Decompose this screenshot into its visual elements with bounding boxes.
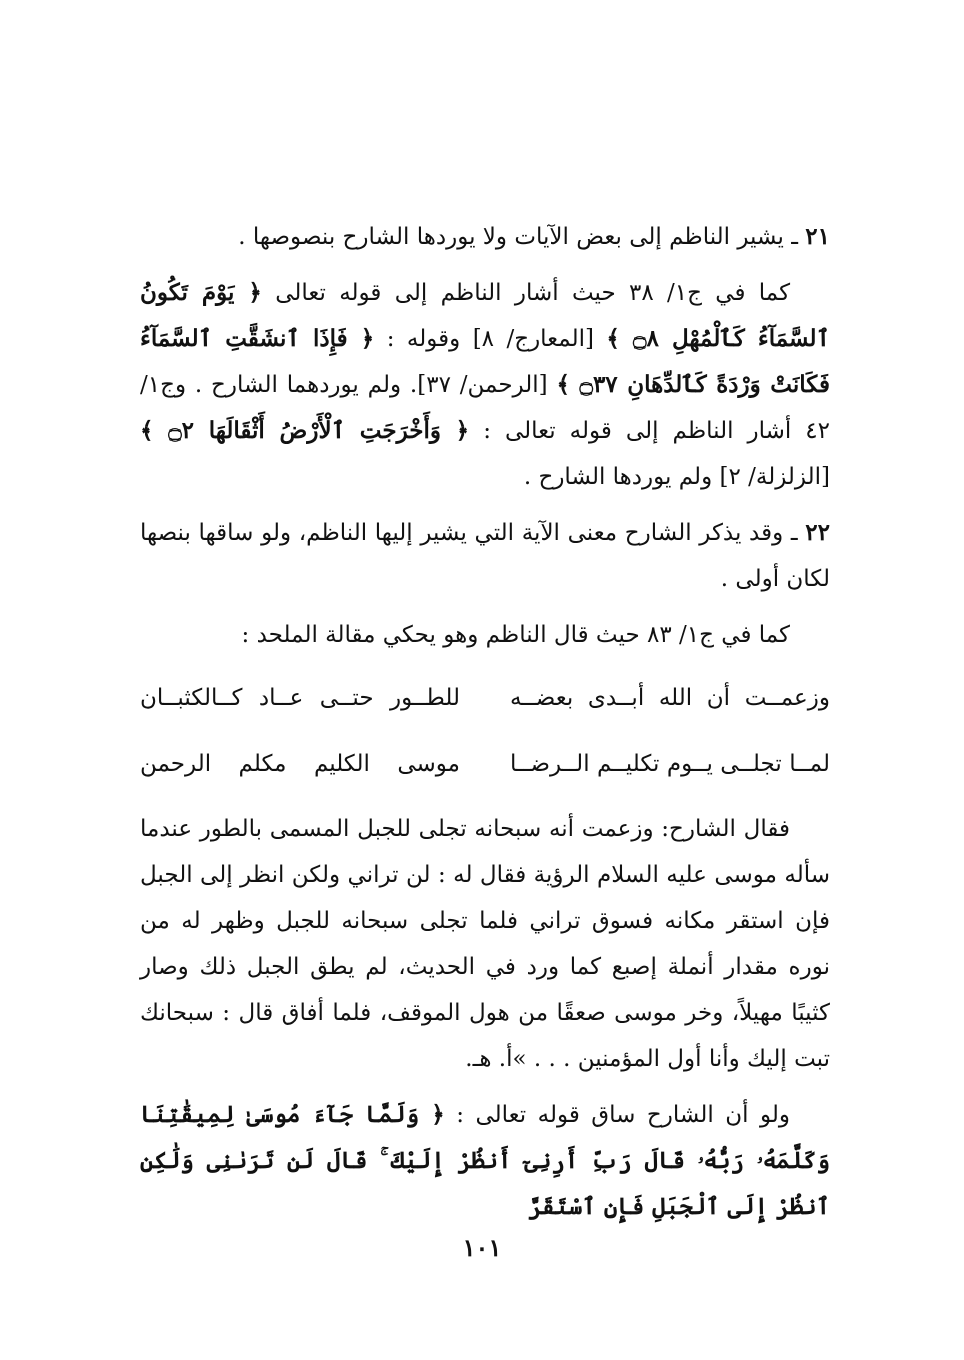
verse-1-first-hemistich: وزعمــت أن الله أبــدى بعضــه	[510, 685, 830, 711]
example-text-1: كما في ج١/ ٣٨ حيث أشار الناظم إلى قوله تعالى	[275, 280, 791, 306]
page-body	[140, 214, 830, 1240]
page-number: ١٠١	[462, 1233, 502, 1262]
paragraph-21-text: ـ يشير الناظم إلى بعض الآيات ولا يوردها الشارح بنصوصها .	[238, 224, 798, 250]
item-number-21: ٢١	[805, 223, 830, 250]
paragraph-22-example	[140, 612, 830, 658]
poetry-verse-1	[140, 674, 830, 722]
commentary-text: فقال الشارح: وزعمت أنه سبحانه تجلى للجبل المسمى بالطور عندما سأله موسى عليه السلام الرؤية فقال له : لن تراني ولكن انظر إلى الجبل فإن استقر مكانه فسوق تراني فلما تجلى سبحانه للجبل وظهر له من نوره مقدار أنملة إصبع كما ورد في الحديث، لم يطق الجبل ذلك وصار كثيبًا مهيلاً، وخر موسى صعقًا من هول الموقف، فلما أفاق قال : سبحانك تبت إليك وأنا أول المؤمنين . . . »أ. هـ.	[140, 816, 830, 1072]
closing-text: ولو أن الشارح ساق قوله تعالى :	[456, 1102, 791, 1128]
quran-verse-2: ﴿ فَإِذَا ٱنشَقَّتِ ٱلسَّمَآءُ فَكَانَتْ وَرْدَةً كَٱلدِّهَانِ ۝٣٧ ﴾	[140, 325, 830, 398]
quran-verse-1: ﴿ يَوْمَ تَكُونُ ٱلسَّمَآءُ كَٱلْمُهْلِ ۝٨ ﴾	[140, 279, 831, 352]
example-text-2: [المعارج/ ٨] وقوله :	[386, 326, 594, 352]
commentary-paragraph	[140, 806, 830, 1082]
quran-verse-3: ﴿ وَأَخْرَجَتِ ٱلْأَرْضُ أَثْقَالَهَا ۝٢ ﴾	[140, 417, 470, 444]
example-text-4: [الزلزلة/ ٢] ولم يوردها الشارح .	[523, 464, 830, 490]
verse-2-second-hemistich: موسى الكليم مكلم الرحمن	[140, 751, 460, 777]
paragraph-21-example	[140, 270, 830, 500]
paragraph-22	[140, 510, 830, 602]
poetry-verse-2	[140, 740, 830, 788]
verse-1-second-hemistich: للطــور حتــى عــاد كــالكثبــان	[140, 685, 460, 711]
item-number-22: ٢٢	[805, 519, 830, 546]
verse-2-first-hemistich: لمــا تجلــى يــوم تكليــم الــرضــا	[510, 751, 830, 777]
paragraph-21	[140, 214, 830, 260]
closing-paragraph	[140, 1092, 830, 1230]
paragraph-22-text: ـ وقد يذكر الشارح معنى الآية التي يشير إليها الناظم، ولو ساقها بنصها لكان أولى .	[140, 520, 830, 592]
example-text-3: [الرحمن/ ٣٧]. ولم يوردهما الشارح . وج١/ ٤٢ أشار الناظم إلى قوله تعالى :	[140, 372, 831, 444]
example-22-text: كما في ج١/ ٨٣ حيث قال الناظم وهو يحكي مقالة الملحد :	[241, 622, 790, 648]
quran-verse-4: ﴿ وَلَمَّا جَآءَ مُوسَىٰ لِمِيقَٰتِنَا وَكَلَّمَهُۥ رَبُّهُۥ قَالَ رَبِّ أَرِنِىٓ أَنظُرْ إِلَيْكَ ۚ قَالَ لَن تَرَىٰنِى وَلَٰكِنِ ٱنظُرْ إِلَى ٱلْجَبَلِ فَإِنِ ٱسْتَقَرَّ	[140, 1101, 830, 1220]
